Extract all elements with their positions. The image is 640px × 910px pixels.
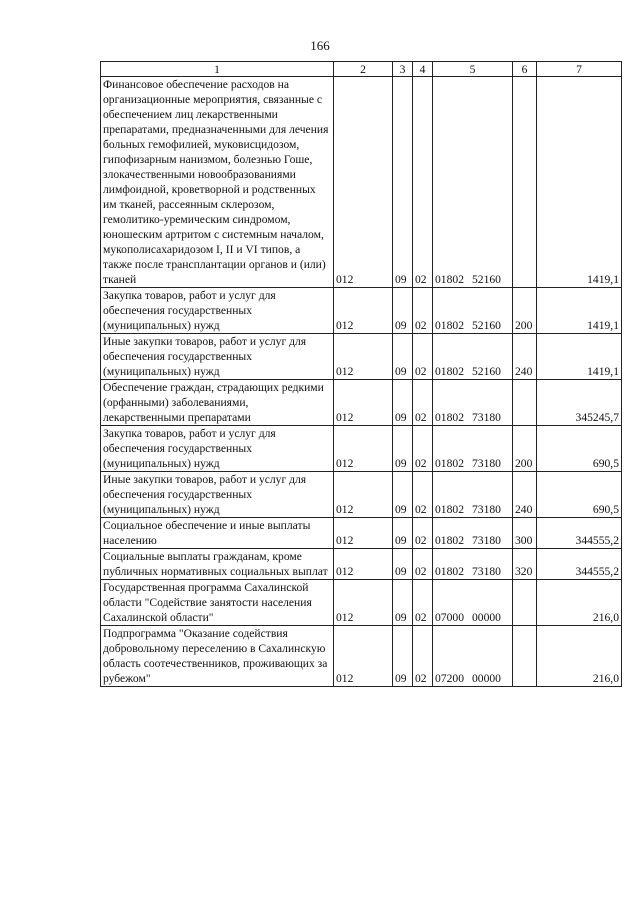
target-article-code [433, 549, 513, 580]
target-program-code: 01802 [435, 565, 464, 578]
subsection-code: 02 [413, 288, 433, 334]
column-header: 4 [413, 62, 433, 77]
target-program-code: 07200 [435, 672, 464, 685]
section-code: 09 [393, 334, 413, 380]
subsection-code: 02 [413, 549, 433, 580]
target-direction-code: 52160 [471, 365, 501, 378]
target-program-code: 01802 [435, 365, 464, 378]
target-direction-code: 73180 [471, 503, 501, 516]
table-row [101, 580, 622, 626]
row-name: Иные закупки товаров, работ и услуг для обеспечения государственных (муниципальных) нужд [101, 472, 334, 518]
amount: 344555,2 [537, 549, 622, 580]
table-row [101, 288, 622, 334]
row-name: Финансовое обеспечение расходов на организационные мероприятия, связанные с обеспечением лиц лекарственными препаратами, предназначенными для лечения больных гемофилией, муковисцидозом, гипофизарным нанизмом, болезнью Гоше, злокачественными новообразованиями лимфоидной, кроветворной и родственных им тканей, рассеянным склерозом, гемолитико-уремическим синдромом, юношеским артритом с системным началом, мукополисахаридозом I, II и VI типов, а также после трансплантации органов и (или) тканей [101, 77, 334, 288]
target-direction-code: 00000 [471, 672, 501, 685]
ministry-code: 012 [334, 380, 393, 426]
row-name: Иные закупки товаров, работ и услуг для обеспечения государственных (муниципальных) нужд [101, 334, 334, 380]
table-row [101, 380, 622, 426]
target-article-code [433, 334, 513, 380]
target-article-code [433, 426, 513, 472]
row-name: Закупка товаров, работ и услуг для обеспечения государственных (муниципальных) нужд [101, 426, 334, 472]
subsection-code: 02 [413, 472, 433, 518]
section-code: 09 [393, 380, 413, 426]
subsection-code: 02 [413, 380, 433, 426]
amount: 1419,1 [537, 288, 622, 334]
amount: 216,0 [537, 626, 622, 687]
expense-type-code [513, 380, 537, 426]
subsection-code: 02 [413, 518, 433, 549]
section-code: 09 [393, 288, 413, 334]
amount: 690,5 [537, 426, 622, 472]
ministry-code: 012 [334, 288, 393, 334]
column-header: 1 [101, 62, 334, 77]
target-program-code: 01802 [435, 319, 464, 332]
target-program-code: 07000 [435, 611, 464, 624]
budget-table [100, 61, 622, 687]
column-header: 7 [537, 62, 622, 77]
ministry-code: 012 [334, 580, 393, 626]
section-code: 09 [393, 549, 413, 580]
section-code: 09 [393, 426, 413, 472]
target-direction-code: 52160 [471, 319, 501, 332]
ministry-code: 012 [334, 77, 393, 288]
ministry-code: 012 [334, 518, 393, 549]
section-code: 09 [393, 580, 413, 626]
page-number: 166 [310, 38, 330, 53]
row-name: Обеспечение граждан, страдающих редкими (орфанными) заболеваниями, лекарственными препаратами [101, 380, 334, 426]
target-article-code [433, 626, 513, 687]
subsection-code: 02 [413, 77, 433, 288]
column-header: 5 [433, 62, 513, 77]
target-program-code: 01802 [435, 503, 464, 516]
subsection-code: 02 [413, 626, 433, 687]
column-header: 3 [393, 62, 413, 77]
target-article-code [433, 472, 513, 518]
table-row [101, 77, 622, 288]
row-name: Государственная программа Сахалинской области "Содействие занятости населения Сахалинской области" [101, 580, 334, 626]
column-header: 2 [334, 62, 393, 77]
target-program-code: 01802 [435, 411, 464, 424]
section-code: 09 [393, 626, 413, 687]
expense-type-code [513, 77, 537, 288]
target-direction-code: 00000 [471, 611, 501, 624]
table-row [101, 334, 622, 380]
expense-type-code: 300 [513, 518, 537, 549]
target-direction-code: 73180 [471, 457, 501, 470]
expense-type-code: 240 [513, 334, 537, 380]
target-article-code [433, 288, 513, 334]
section-code: 09 [393, 518, 413, 549]
amount: 345245,7 [537, 380, 622, 426]
expense-type-code [513, 580, 537, 626]
expense-type-code [513, 626, 537, 687]
table-row [101, 549, 622, 580]
target-direction-code: 73180 [471, 565, 501, 578]
section-code: 09 [393, 77, 413, 288]
ministry-code: 012 [334, 549, 393, 580]
subsection-code: 02 [413, 580, 433, 626]
row-name: Закупка товаров, работ и услуг для обеспечения государственных (муниципальных) нужд [101, 288, 334, 334]
header-row [101, 62, 622, 77]
ministry-code: 012 [334, 426, 393, 472]
row-name: Подпрограмма "Оказание содействия добровольному переселению в Сахалинскую область соотечественников, проживающих за рубежом" [101, 626, 334, 687]
table-row [101, 426, 622, 472]
column-header: 6 [513, 62, 537, 77]
target-program-code: 01802 [435, 534, 464, 547]
amount: 1419,1 [537, 334, 622, 380]
expense-type-code: 200 [513, 426, 537, 472]
subsection-code: 02 [413, 334, 433, 380]
expense-type-code: 240 [513, 472, 537, 518]
row-name: Социальные выплаты гражданам, кроме публичных нормативных социальных выплат [101, 549, 334, 580]
target-program-code: 01802 [435, 457, 464, 470]
row-name: Социальное обеспечение и иные выплаты населению [101, 518, 334, 549]
target-article-code [433, 77, 513, 288]
table-row [101, 626, 622, 687]
expense-type-code: 320 [513, 549, 537, 580]
amount: 344555,2 [537, 518, 622, 549]
section-code: 09 [393, 472, 413, 518]
target-direction-code: 73180 [471, 534, 501, 547]
target-direction-code: 73180 [471, 411, 501, 424]
target-program-code: 01802 [435, 273, 464, 286]
subsection-code: 02 [413, 426, 433, 472]
ministry-code: 012 [334, 334, 393, 380]
amount: 216,0 [537, 580, 622, 626]
target-article-code [433, 380, 513, 426]
amount: 690,5 [537, 472, 622, 518]
target-article-code [433, 580, 513, 626]
target-article-code [433, 518, 513, 549]
ministry-code: 012 [334, 472, 393, 518]
expense-type-code: 200 [513, 288, 537, 334]
table-row [101, 472, 622, 518]
table-row [101, 518, 622, 549]
target-direction-code: 52160 [471, 273, 501, 286]
ministry-code: 012 [334, 626, 393, 687]
amount: 1419,1 [537, 77, 622, 288]
